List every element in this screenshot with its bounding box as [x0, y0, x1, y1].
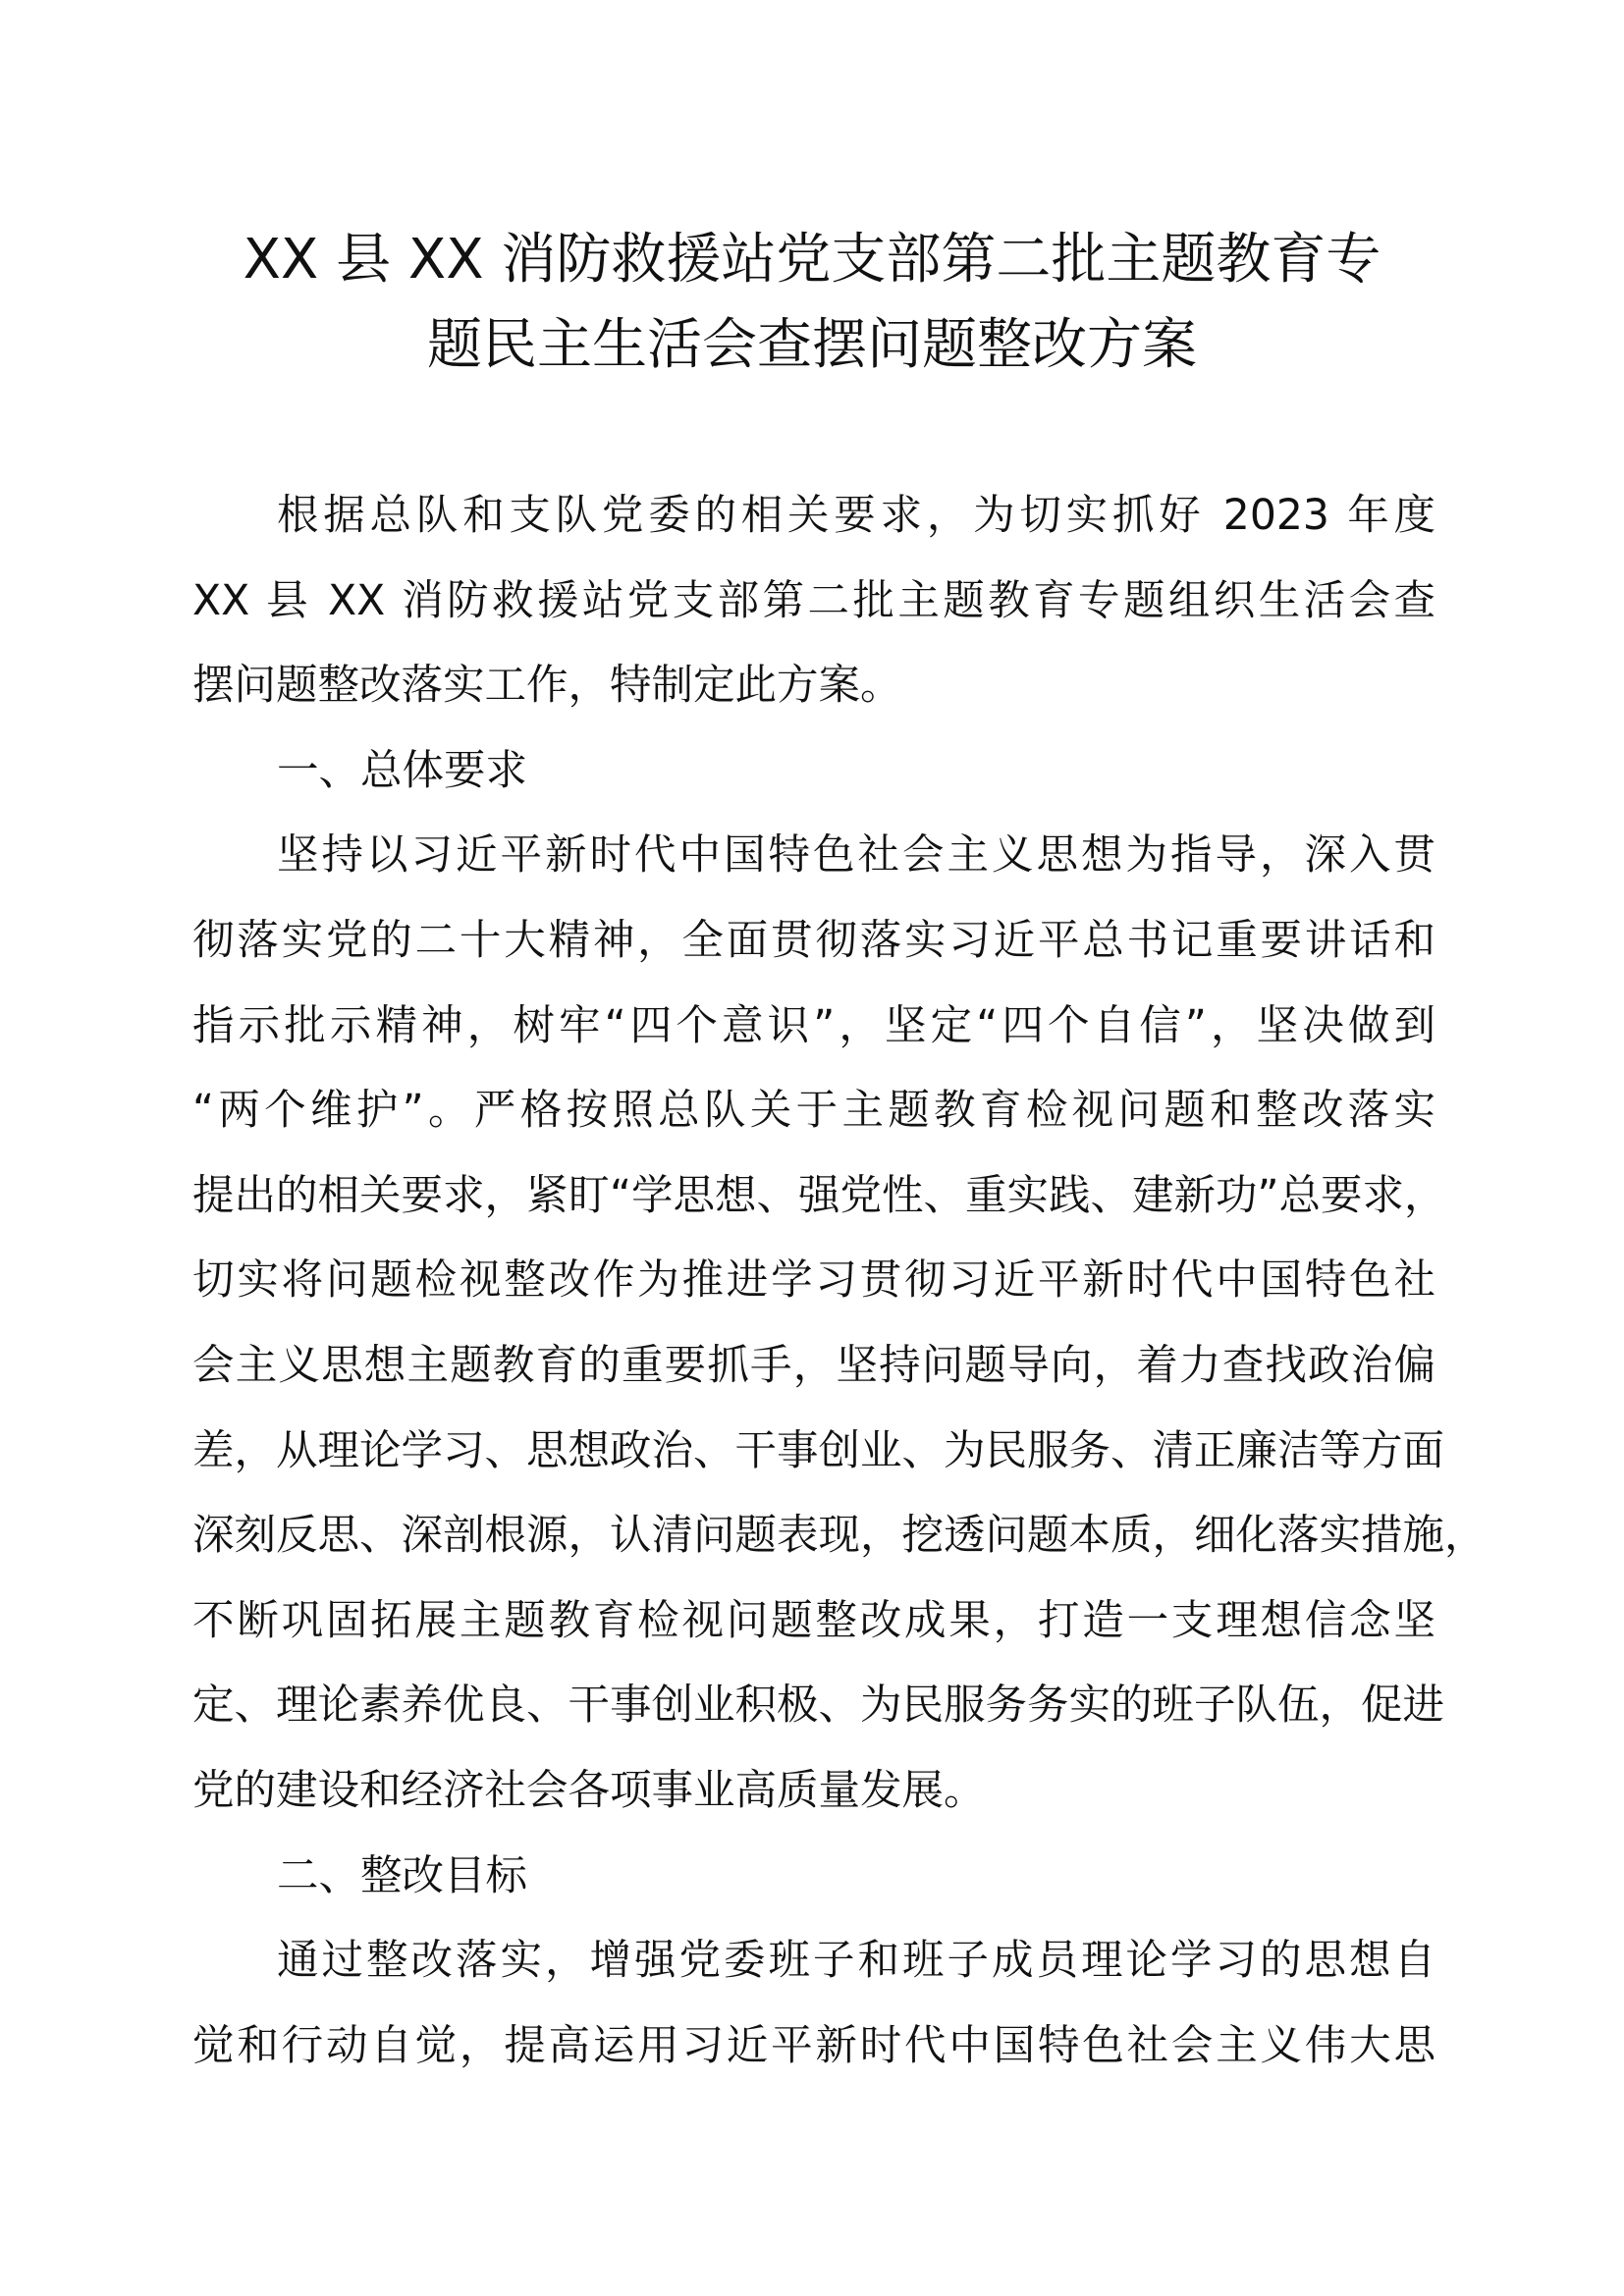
paragraph-line: 根据总队和支队党委的相关要求，为切实抓好 2023 年度 [277, 492, 1435, 540]
paragraph-line: 差，从理论学习、思想政治、干事创业、为民服务、清正廉洁等方面 [192, 1426, 1445, 1475]
paragraph-line: 彻落实党的二十大精神，全面贯彻落实习近平总书记重要讲话和 [192, 916, 1435, 965]
paragraph-line: 摆问题整改落实工作，特制定此方案。 [192, 662, 902, 711]
document-body [192, 474, 1487, 2089]
section-heading: 二、整改目标 [277, 1851, 528, 1900]
paragraph-line: 定、理论素养优良、干事创业积极、为民服务务实的班子队伍，促进 [192, 1682, 1445, 1731]
paragraph-line: 深刻反思、深剖根源，认清问题表现，挖透问题本质，细化落实措施， [192, 1512, 1487, 1561]
title-line-2: 题民主生活会查摆问题整改方案 [427, 312, 1197, 377]
paragraph-line: 坚持以习近平新时代中国特色社会主义思想为指导，深入贯 [277, 831, 1435, 881]
section-heading: 一、总体要求 [277, 746, 528, 795]
document-title [147, 218, 1477, 388]
paragraph-line: 指示批示精神，树牢“四个意识”，坚定“四个自信”，坚决做到 [192, 1001, 1435, 1050]
paragraph-line: 提出的相关要求，紧盯“学思想、强党性、重实践、建新功”总要求， [192, 1171, 1446, 1220]
paragraph-line: 不断巩固拓展主题教育检视问题整改成果，打造一支理想信念坚 [192, 1596, 1435, 1645]
paragraph-line: “两个维护”。严格按照总队关于主题教育检视问题和整改落实 [192, 1087, 1435, 1136]
paragraph-line: XX 县 XX 消防救援站党支部第二批主题教育专题组织生活会查 [192, 576, 1435, 625]
paragraph-line: 切实将问题检视整改作为推进学习贯彻习近平新时代中国特色社 [192, 1256, 1435, 1306]
paragraph-line: 会主义思想主题教育的重要抓手，坚持问题导向，着力查找政治偏 [192, 1341, 1435, 1390]
paragraph-line: 通过整改落实，增强党委班子和班子成员理论学习的思想自 [277, 1937, 1435, 1986]
paragraph-line: 觉和行动自觉，提高运用习近平新时代中国特色社会主义伟大思 [192, 2021, 1435, 2070]
title-line-1: XX 县 XX 消防救援站党支部第二批主题教育专 [243, 228, 1381, 292]
paragraph-line: 党的建设和经济社会各项事业高质量发展。 [192, 1766, 986, 1815]
